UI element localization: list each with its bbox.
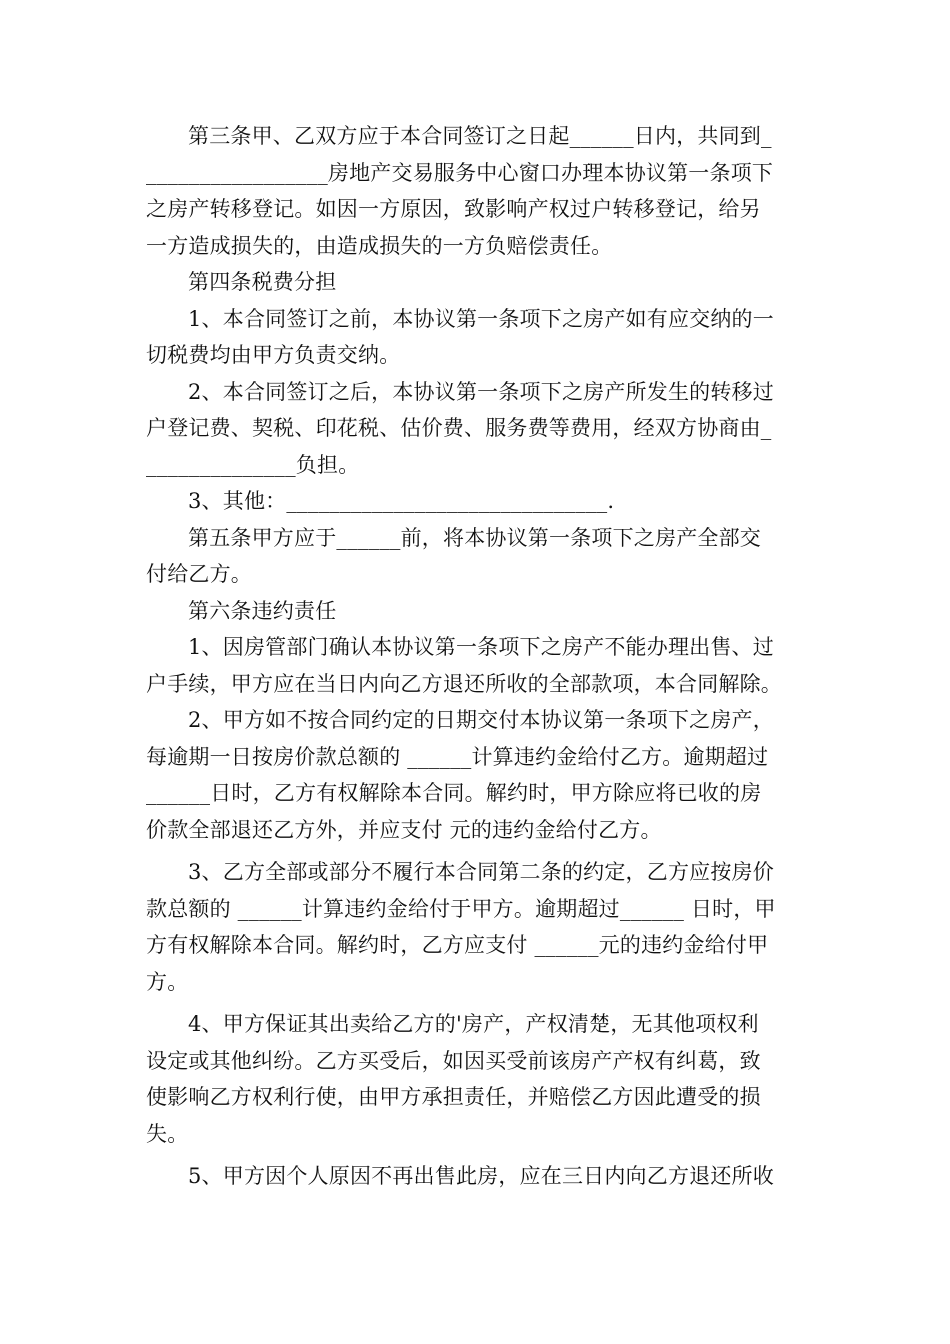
text-line: 方有权解除本合同。解约时，乙方应支付 ______元的违约金给付甲 <box>146 933 769 957</box>
text-line: 失。 <box>146 1121 189 1146</box>
text-line: 价款全部退还乙方外，并应支付 元的违约金给付乙方。 <box>146 817 662 842</box>
text-line: 4、甲方保证其出卖给乙方的'房产，产权清楚，无其他项权利 <box>188 1012 759 1036</box>
text-line: 之房产转移登记。如因一方原因，致影响产权过户转移登记，给另 <box>146 197 761 221</box>
text-line: 3、乙方全部或部分不履行本合同第二条的约定，乙方应按房价 <box>188 860 774 884</box>
text-line: 方。 <box>146 969 189 994</box>
text-line: 户手续，甲方应在当日内向乙方退还所收的全部款项，本合同解除。 <box>146 671 782 696</box>
text-line: ______________负担。 <box>146 452 360 477</box>
text-line: ______日时，乙方有权解除本合同。解约时，甲方除应将已收的房 <box>146 781 762 805</box>
section-heading: 第六条违约责任 <box>188 598 337 623</box>
text-line: 2、甲方如不按合同约定的日期交付本协议第一条项下之房产， <box>188 708 774 732</box>
text-line: 第三条甲、乙双方应于本合同签订之日起______日内，共同到_ <box>188 124 772 148</box>
text-line: 切税费均由甲方负责交纳。 <box>146 343 401 367</box>
text-line: 使影响乙方权利行使，由甲方承担责任，并赔偿乙方因此遭受的损 <box>146 1085 761 1109</box>
text-line: 款总额的 ______计算违约金给付于甲方。逾期超过______ 日时，甲 <box>146 896 776 921</box>
text-line: 每逾期一日按房价款总额的 ______计算违约金给付乙方。逾期超过 <box>146 744 769 769</box>
document-body <box>146 118 814 1195</box>
text-line: 设定或其他纠纷。乙方买受后，如因买受前该房产产权有纠葛，致 <box>146 1048 761 1073</box>
text-line: _________________房地产交易服务中心窗口办理本协议第一条项下 <box>146 160 774 185</box>
text-line: 1、本合同签订之前，本协议第一条项下之房产如有应交纳的一 <box>188 306 774 331</box>
section-heading: 第四条税费分担 <box>188 270 337 294</box>
text-line: 2、本合同签订之后，本协议第一条项下之房产所发生的转移过 <box>188 379 774 404</box>
text-line: 付给乙方。 <box>146 562 252 586</box>
text-line: 3、其他：______________________________. <box>188 489 615 513</box>
text-line: 第五条甲方应于______前，将本协议第一条项下之房产全部交 <box>188 525 761 550</box>
text-line: 1、因房管部门确认本协议第一条项下之房产不能办理出售、过 <box>188 635 774 659</box>
text-line: 户登记费、契税、印花税、估价费、服务费等费用，经双方协商由_ <box>146 416 772 440</box>
text-line: 5、甲方因个人原因不再出售此房，应在三日内向乙方退还所收 <box>188 1164 774 1188</box>
text-line: 一方造成损失的，由造成损失的一方负赔偿责任。 <box>146 233 613 258</box>
